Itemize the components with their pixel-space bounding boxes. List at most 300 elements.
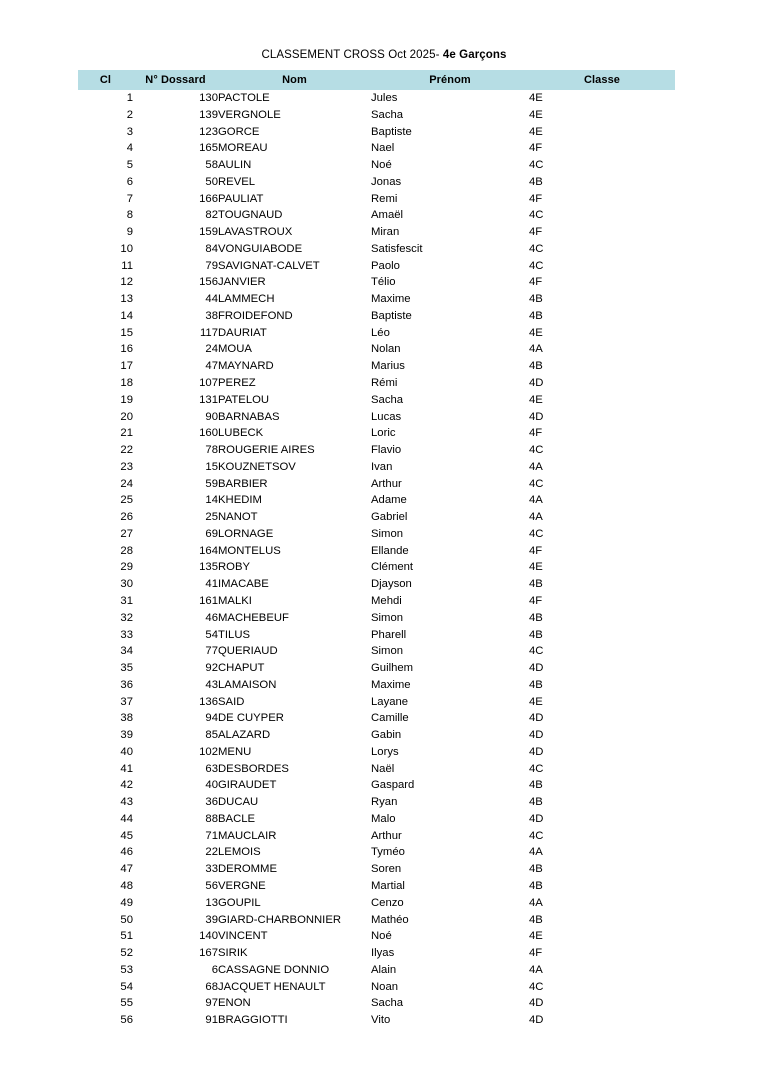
cell-rank: 10 [120, 242, 133, 255]
cell-class: 4C [529, 762, 544, 775]
cell-first-name: Djayson [371, 578, 412, 591]
cell-bib-number: 43 [205, 678, 218, 691]
cell-rank: 12 [120, 276, 133, 289]
cell-class: 4E [529, 930, 543, 943]
cell-last-name: ALAZARD [218, 729, 271, 742]
cell-last-name: NANOT [218, 511, 258, 524]
table-row [78, 392, 675, 409]
cell-rank: 38 [120, 712, 133, 725]
cell-class: 4B [529, 863, 543, 876]
cell-last-name: VERGNOLE [218, 108, 281, 121]
table-row [78, 358, 675, 375]
cell-bib-number: 6 [211, 963, 218, 976]
table-row [78, 207, 675, 224]
cell-rank: 37 [120, 695, 133, 708]
cell-first-name: Mathéo [371, 913, 409, 926]
cell-bib-number: 130 [199, 92, 218, 104]
cell-bib-number: 91 [205, 1014, 218, 1027]
cell-last-name: FROIDEFOND [218, 309, 293, 322]
cell-first-name: Ivan [371, 460, 393, 473]
cell-last-name: ENON [218, 997, 251, 1010]
cell-bib-number: 79 [205, 259, 218, 272]
cell-rank: 7 [126, 192, 133, 205]
cell-class: 4E [529, 695, 543, 708]
cell-bib-number: 14 [205, 494, 218, 507]
table-row [78, 157, 675, 174]
cell-bib-number: 84 [205, 242, 218, 255]
cell-last-name: LAMAISON [218, 678, 277, 691]
cell-rank: 4 [126, 142, 133, 155]
table-row [78, 710, 675, 727]
cell-last-name: SAID [218, 695, 245, 708]
cell-rank: 14 [120, 309, 133, 322]
cell-rank: 29 [120, 561, 133, 574]
cell-first-name: Pharell [371, 628, 407, 641]
cell-first-name: Nolan [371, 343, 401, 356]
cell-class: 4B [529, 678, 543, 691]
cell-last-name: MACHEBEUF [218, 611, 289, 624]
cell-last-name: BRAGGIOTTI [218, 1014, 288, 1027]
cell-bib-number: 68 [205, 980, 218, 993]
cell-last-name: KOUZNETSOV [218, 460, 296, 473]
cell-bib-number: 47 [205, 360, 218, 373]
cell-bib-number: 107 [199, 377, 218, 390]
cell-class: 4E [529, 561, 543, 574]
cell-first-name: Vito [371, 1014, 391, 1027]
cell-class: 4A [529, 494, 543, 507]
cell-bib-number: 167 [199, 947, 218, 960]
cell-class: 4C [529, 645, 544, 658]
cell-first-name: Arthur [371, 477, 402, 490]
cell-rank: 30 [120, 578, 133, 591]
cell-class: 4D [529, 662, 544, 675]
table-row [78, 844, 675, 861]
table-row [78, 895, 675, 912]
table-row [78, 694, 675, 711]
cell-class: 4F [529, 142, 543, 155]
cell-first-name: Noé [371, 159, 392, 172]
cell-class: 4B [529, 611, 543, 624]
table-row [78, 828, 675, 845]
table-row [78, 878, 675, 895]
table-row [78, 979, 675, 996]
table-row [78, 291, 675, 308]
cell-last-name: BARBIER [218, 477, 268, 490]
cell-first-name: Amaël [371, 209, 404, 222]
cell-last-name: MOUA [218, 343, 252, 356]
cell-bib-number: 54 [205, 628, 218, 641]
cell-first-name: Léo [371, 326, 390, 339]
cell-bib-number: 69 [205, 527, 218, 540]
cell-class: 4B [529, 879, 543, 892]
cell-rank: 42 [120, 779, 133, 792]
column-header-nom: Nom [218, 70, 371, 90]
cell-last-name: SIRIK [218, 947, 248, 960]
table-header-row [78, 70, 675, 90]
cell-last-name: SAVIGNAT-CALVET [218, 259, 320, 272]
table-row [78, 928, 675, 945]
cell-last-name: JANVIER [218, 276, 266, 289]
cell-bib-number: 161 [199, 594, 218, 607]
cell-first-name: Simon [371, 527, 404, 540]
cell-class: 4E [529, 108, 543, 121]
cell-rank: 49 [120, 896, 133, 909]
cell-rank: 33 [120, 628, 133, 641]
cell-class: 4F [529, 226, 543, 239]
page-title-main: CLASSEMENT CROSS Oct 2025- [261, 49, 443, 61]
table-row [78, 962, 675, 979]
cell-rank: 43 [120, 796, 133, 809]
table-row [78, 627, 675, 644]
cell-last-name: TOUGNAUD [218, 209, 283, 222]
cell-last-name: ROBY [218, 561, 251, 574]
cell-class: 4D [529, 729, 544, 742]
cell-class: 4C [529, 980, 544, 993]
cell-rank: 26 [120, 511, 133, 524]
cell-bib-number: 25 [205, 511, 218, 524]
cell-first-name: Simon [371, 611, 404, 624]
cell-class: 4B [529, 796, 543, 809]
cell-first-name: Noé [371, 930, 392, 943]
cell-rank: 2 [126, 108, 133, 121]
cell-first-name: Sacha [371, 108, 404, 121]
cell-bib-number: 40 [205, 779, 218, 792]
cell-rank: 51 [120, 930, 133, 943]
cell-first-name: Noan [371, 980, 399, 993]
results-table [78, 70, 675, 1029]
cell-class: 4D [529, 377, 544, 390]
cell-first-name: Remi [371, 192, 398, 205]
cell-last-name: LEMOIS [218, 846, 261, 859]
table-row [78, 375, 675, 392]
cell-first-name: Sacha [371, 393, 404, 406]
cell-first-name: Clément [371, 561, 414, 574]
table-row [78, 442, 675, 459]
cell-last-name: REVEL [218, 175, 256, 188]
table-body [78, 90, 675, 1029]
cell-bib-number: 131 [199, 393, 218, 406]
cell-class: 4D [529, 997, 544, 1010]
cell-class: 4C [529, 159, 544, 172]
table-row [78, 945, 675, 962]
cell-first-name: Marius [371, 360, 405, 373]
cell-bib-number: 117 [199, 326, 218, 339]
cell-first-name: Martial [371, 879, 405, 892]
cell-bib-number: 41 [205, 578, 218, 591]
cell-class: 4A [529, 963, 543, 976]
table-row [78, 593, 675, 610]
cell-rank: 25 [120, 494, 133, 507]
cell-last-name: MAYNARD [218, 360, 274, 373]
cell-first-name: Flavio [371, 444, 402, 457]
cell-bib-number: 13 [205, 896, 218, 909]
cell-class: 4C [529, 527, 544, 540]
cell-last-name: BACLE [218, 812, 256, 825]
cell-last-name: GIARD-CHARBONNIER [218, 913, 342, 926]
cell-last-name: CHAPUT [218, 662, 265, 675]
cell-class: 4F [529, 192, 543, 205]
cell-last-name: PACTOLE [218, 92, 270, 104]
cell-first-name: Baptiste [371, 309, 412, 322]
cell-class: 4B [529, 913, 543, 926]
cell-rank: 15 [120, 326, 133, 339]
cell-rank: 27 [120, 527, 133, 540]
cell-class: 4F [529, 594, 543, 607]
table-row [78, 811, 675, 828]
table-row [78, 777, 675, 794]
cell-bib-number: 85 [205, 729, 218, 742]
table-row [78, 727, 675, 744]
page-title [0, 48, 768, 62]
column-header-classe: Classe [529, 70, 675, 90]
cell-rank: 28 [120, 544, 133, 557]
cell-first-name: Cenzo [371, 896, 404, 909]
cell-rank: 9 [126, 226, 133, 239]
cell-class: 4F [529, 544, 543, 557]
cell-rank: 36 [120, 678, 133, 691]
cell-first-name: Gaspard [371, 779, 415, 792]
cell-class: 4B [529, 309, 543, 322]
cell-first-name: Baptiste [371, 125, 412, 138]
cell-rank: 3 [126, 125, 133, 138]
table-row [78, 174, 675, 191]
table-row [78, 224, 675, 241]
cell-class: 4D [529, 812, 544, 825]
cell-bib-number: 24 [205, 343, 218, 356]
cell-bib-number: 58 [205, 159, 218, 172]
cell-rank: 24 [120, 477, 133, 490]
cell-rank: 20 [120, 410, 133, 423]
cell-first-name: Lorys [371, 745, 399, 758]
cell-last-name: DEROMME [218, 863, 277, 876]
cell-first-name: Mehdi [371, 594, 402, 607]
cell-last-name: MOREAU [218, 142, 268, 155]
cell-rank: 19 [120, 393, 133, 406]
cell-class: 4B [529, 628, 543, 641]
table-row [78, 576, 675, 593]
cell-first-name: Malo [371, 812, 396, 825]
cell-class: 4B [529, 293, 543, 306]
cell-first-name: Jules [371, 92, 398, 104]
cell-bib-number: 156 [199, 276, 218, 289]
cell-class: 4D [529, 712, 544, 725]
cell-rank: 54 [120, 980, 133, 993]
cell-bib-number: 136 [199, 695, 218, 708]
cell-bib-number: 90 [205, 410, 218, 423]
cell-bib-number: 77 [205, 645, 218, 658]
cell-last-name: GIRAUDET [218, 779, 277, 792]
cell-rank: 41 [120, 762, 133, 775]
table-row [78, 425, 675, 442]
cell-bib-number: 88 [205, 812, 218, 825]
cell-first-name: Ellande [371, 544, 409, 557]
cell-bib-number: 166 [199, 192, 218, 205]
table-row [78, 325, 675, 342]
cell-last-name: DE CUYPER [218, 712, 284, 725]
table-row [78, 643, 675, 660]
cell-last-name: VERGNE [218, 879, 266, 892]
cell-rank: 11 [121, 259, 133, 272]
cell-rank: 35 [120, 662, 133, 675]
cell-rank: 34 [120, 645, 133, 658]
cell-first-name: Rémi [371, 377, 398, 390]
table-row [78, 409, 675, 426]
cell-class: 4A [529, 896, 543, 909]
cell-bib-number: 56 [205, 879, 218, 892]
cell-first-name: Télio [371, 276, 396, 289]
cell-rank: 17 [120, 360, 133, 373]
table-row [78, 610, 675, 627]
cell-last-name: BARNABAS [218, 410, 280, 423]
cell-first-name: Camille [371, 712, 409, 725]
cell-bib-number: 160 [199, 427, 218, 440]
cell-bib-number: 59 [205, 477, 218, 490]
table-row [78, 459, 675, 476]
cell-first-name: Layane [371, 695, 409, 708]
cell-rank: 23 [120, 460, 133, 473]
cell-last-name: GORCE [218, 125, 260, 138]
cell-rank: 46 [120, 846, 133, 859]
cell-first-name: Arthur [371, 829, 402, 842]
cell-last-name: IMACABE [218, 578, 269, 591]
cell-first-name: Nael [371, 142, 395, 155]
cell-bib-number: 63 [205, 762, 218, 775]
table-row [78, 107, 675, 124]
cell-bib-number: 135 [199, 561, 218, 574]
cell-class: 4C [529, 209, 544, 222]
cell-bib-number: 71 [205, 829, 218, 842]
table-row [78, 191, 675, 208]
cell-bib-number: 139 [199, 108, 218, 121]
cell-bib-number: 50 [205, 175, 218, 188]
cell-first-name: Loric [371, 427, 396, 440]
cell-rank: 16 [120, 343, 133, 356]
cell-class: 4B [529, 578, 543, 591]
cell-first-name: Naël [371, 762, 395, 775]
cell-bib-number: 22 [205, 846, 218, 859]
cell-first-name: Ilyas [371, 947, 395, 960]
cell-first-name: Satisfescit [371, 242, 423, 255]
table-row [78, 492, 675, 509]
table-header [78, 70, 675, 90]
cell-class: 4D [529, 1014, 544, 1027]
table-row [78, 660, 675, 677]
cell-last-name: DUCAU [218, 796, 259, 809]
column-header-prenom: Prénom [371, 70, 529, 90]
cell-bib-number: 33 [205, 863, 218, 876]
cell-last-name: MALKI [218, 594, 252, 607]
table-row [78, 995, 675, 1012]
cell-last-name: JACQUET HENAULT [218, 980, 326, 993]
cell-bib-number: 123 [199, 125, 218, 138]
cell-bib-number: 46 [205, 611, 218, 624]
table-row [78, 90, 675, 107]
cell-first-name: Paolo [371, 259, 400, 272]
cell-last-name: QUERIAUD [218, 645, 278, 658]
cell-first-name: Sacha [371, 997, 404, 1010]
cell-first-name: Tyméo [371, 846, 405, 859]
table-row [78, 559, 675, 576]
cell-class: 4B [529, 360, 543, 373]
cell-bib-number: 92 [205, 662, 218, 675]
cell-bib-number: 82 [205, 209, 218, 222]
cell-rank: 39 [120, 729, 133, 742]
cell-bib-number: 164 [199, 544, 218, 557]
cell-bib-number: 97 [205, 997, 218, 1010]
cell-class: 4B [529, 175, 543, 188]
cell-last-name: DESBORDES [218, 762, 289, 775]
cell-bib-number: 94 [205, 712, 218, 725]
cell-first-name: Lucas [371, 410, 402, 423]
cell-last-name: MAUCLAIR [218, 829, 277, 842]
page-title-category: 4e Garçons [442, 49, 507, 61]
cell-bib-number: 159 [199, 226, 218, 239]
cell-rank: 8 [126, 209, 133, 222]
column-header-cl: Cl [78, 70, 133, 90]
cell-rank: 55 [120, 997, 133, 1010]
cell-last-name: LORNAGE [218, 527, 274, 540]
cell-last-name: ROUGERIE AIRES [218, 444, 315, 457]
cell-rank: 31 [120, 594, 133, 607]
cell-class: 4D [529, 410, 544, 423]
cell-last-name: PATELOU [218, 393, 270, 406]
cell-rank: 18 [120, 377, 133, 390]
table-row [78, 476, 675, 493]
cell-class: 4C [529, 444, 544, 457]
column-header-dossard: N° Dossard [133, 70, 218, 90]
cell-class: 4F [529, 947, 543, 960]
table-row [78, 543, 675, 560]
cell-rank: 32 [120, 611, 133, 624]
cell-rank: 13 [120, 293, 133, 306]
cell-class: 4C [529, 242, 544, 255]
table-row [78, 761, 675, 778]
cell-first-name: Guilhem [371, 662, 414, 675]
cell-bib-number: 39 [205, 913, 218, 926]
cell-class: 4C [529, 259, 544, 272]
cell-last-name: KHEDIM [218, 494, 262, 507]
cell-first-name: Soren [371, 863, 402, 876]
cell-last-name: LUBECK [218, 427, 264, 440]
cell-first-name: Miran [371, 226, 400, 239]
cell-rank: 22 [120, 444, 133, 457]
cell-first-name: Adame [371, 494, 407, 507]
cell-last-name: PAULIAT [218, 192, 264, 205]
cell-rank: 50 [120, 913, 133, 926]
cell-last-name: DAURIAT [218, 326, 267, 339]
cell-class: 4A [529, 343, 543, 356]
table-row [78, 912, 675, 929]
cell-class: 4A [529, 460, 543, 473]
cell-rank: 44 [120, 812, 133, 825]
cell-class: 4E [529, 125, 543, 138]
cell-rank: 47 [120, 863, 133, 876]
table-row [78, 1012, 675, 1029]
table-row [78, 258, 675, 275]
table-row [78, 526, 675, 543]
cell-last-name: MONTELUS [218, 544, 281, 557]
table-row [78, 274, 675, 291]
cell-first-name: Jonas [371, 175, 402, 188]
cell-first-name: Maxime [371, 678, 411, 691]
cell-first-name: Maxime [371, 293, 411, 306]
cell-first-name: Ryan [371, 796, 398, 809]
cell-rank: 6 [126, 175, 133, 188]
cell-last-name: TILUS [218, 628, 251, 641]
cell-class: 4D [529, 745, 544, 758]
cell-rank: 53 [120, 963, 133, 976]
table-row [78, 744, 675, 761]
